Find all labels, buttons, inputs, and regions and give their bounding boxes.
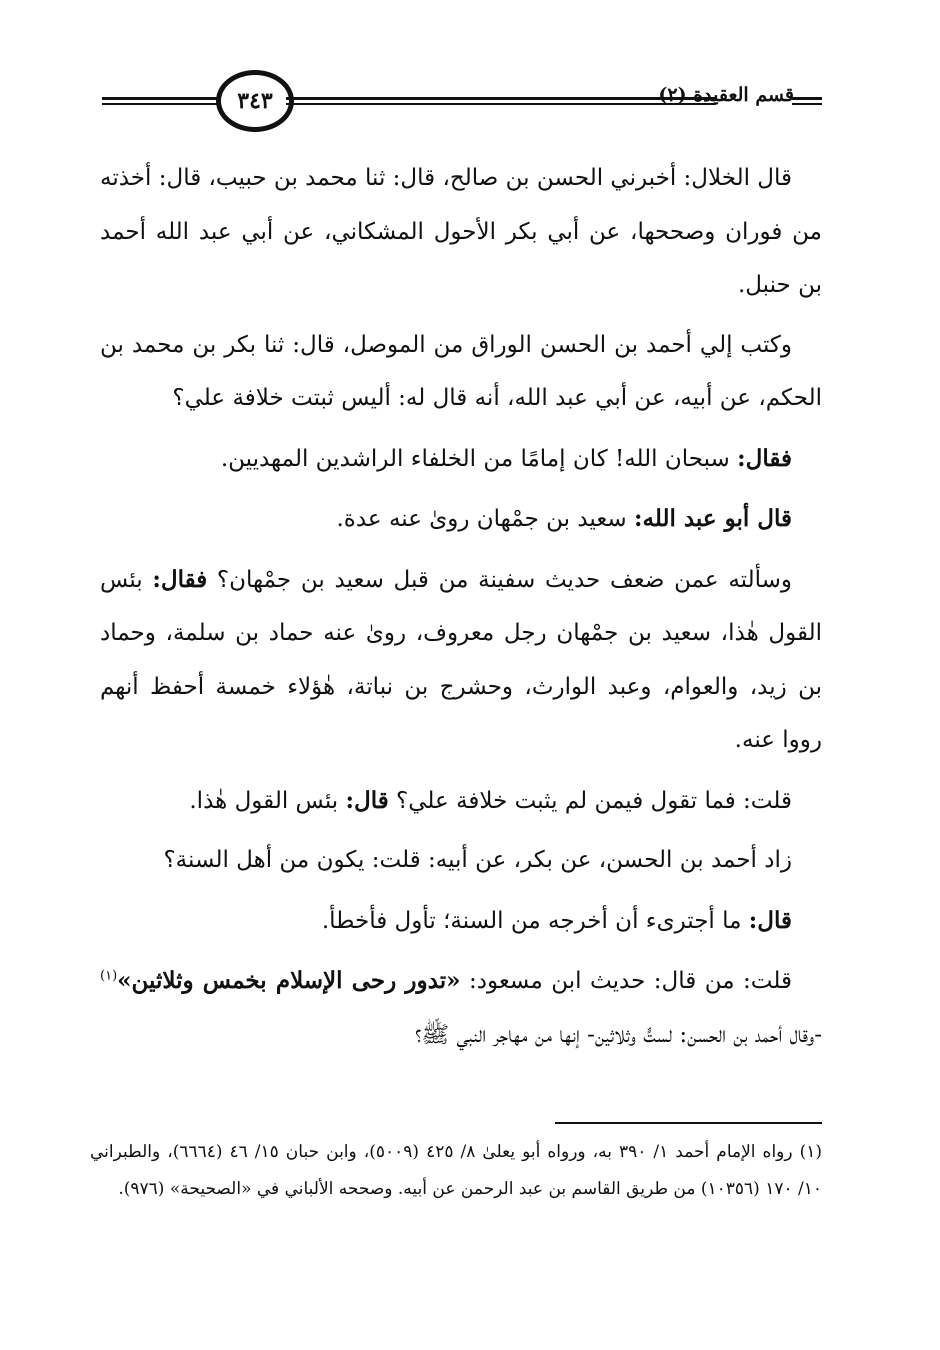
speaker-lead: قال:: [345, 786, 389, 814]
running-title: قسم العقيدة (٢): [658, 84, 794, 106]
speaker-lead: قال أبو عبد الله:: [634, 505, 792, 532]
paragraph: زاد أحمد بن الحسن، عن بكر، عن أبيه: قلت: يكون من أهل السنة؟: [163, 847, 792, 873]
page-header: [90, 62, 825, 142]
hadith-quote: «تدور رحى الإسلام بخمس وثلاثين»: [117, 967, 461, 994]
footnote: [90, 1134, 822, 1208]
paragraph: قال: ما أجترىء أن أخرجه من السنة؛ تأول فأخطأ.: [321, 906, 792, 934]
main-text: [100, 152, 822, 1068]
paragraph: قال أبو عبد الله: سعيد بن جمْهان روىٰ عنه عدة.: [336, 505, 792, 532]
footnote-reference[interactable]: (١): [100, 968, 118, 984]
paragraph: قلت: من قال: حديث ابن مسعود: «تدور رحى الإسلام بخمس وثلاثين»$^{(١)}$ -وقال أحمد بن الحسن: لستٍّ وثلاثين- إنها من مهاجر النبي ﷺ؟: [100, 967, 822, 1048]
speaker-lead: فقال:: [737, 444, 792, 472]
page-number: ٣٤٣: [216, 70, 294, 132]
paragraph: وسألته عمن ضعف حديث سفينة من قبل سعيد بن جمْهان؟ فقال: بئس القول هٰذا، سعيد بن جمْهان رجل معروف، روىٰ عنه حماد بن سلمة، وحماد بن زيد، والعوام، وعبد الوارث، وحشرج بن نباتة، هٰؤلاء خمسة أحفظ أنهم رووا عنه.: [100, 565, 822, 753]
paragraph: قلت: فما تقول فيمن لم يثبت خلافة علي؟ قال: بئس القول هٰذا.: [189, 786, 792, 814]
paragraph: قال الخلال: أخبرني الحسن بن صالح، قال: ثنا محمد بن حبيب، قال: أخذته من فوران وصححها، عن أبي بكر الأحول المشكاني، عن أبي عبد الله أحمد بن حنبل.: [100, 165, 822, 298]
paragraph: فقال: سبحان الله! كان إمامًا من الخلفاء الراشدين المهديين.: [220, 444, 792, 472]
footnote-text: (١) رواه الإمام أحمد ١/ ٣٩٠ به، ورواه أبو يعلىٰ ٨/ ٤٢٥ (٥٠٠٩)، وابن حبان ١٥/ ٤٦ (٦٦٦٤)، والطبراني ١٠/ ١٧٠ (١٠٣٥٦) من طريق القاسم بن عبد الرحمن عن أبيه. وصححه الألباني في «الصحيحة» (٩٧٦).: [90, 1142, 823, 1199]
speaker-lead: فقال:: [152, 565, 208, 593]
header-rule-right: [286, 97, 716, 105]
paragraph: وكتب إلي أحمد بن الحسن الوراق من الموصل، قال: ثنا بكر بن محمد بن الحكم، عن أبيه، عن أبي عبد الله، أنه قال له: أليس ثبتت خلافة علي؟: [100, 331, 822, 411]
footnote-separator: [555, 1122, 822, 1124]
header-rule-left: [102, 97, 224, 105]
speaker-lead: قال:: [748, 906, 792, 934]
header-rule-tail: [792, 97, 822, 105]
